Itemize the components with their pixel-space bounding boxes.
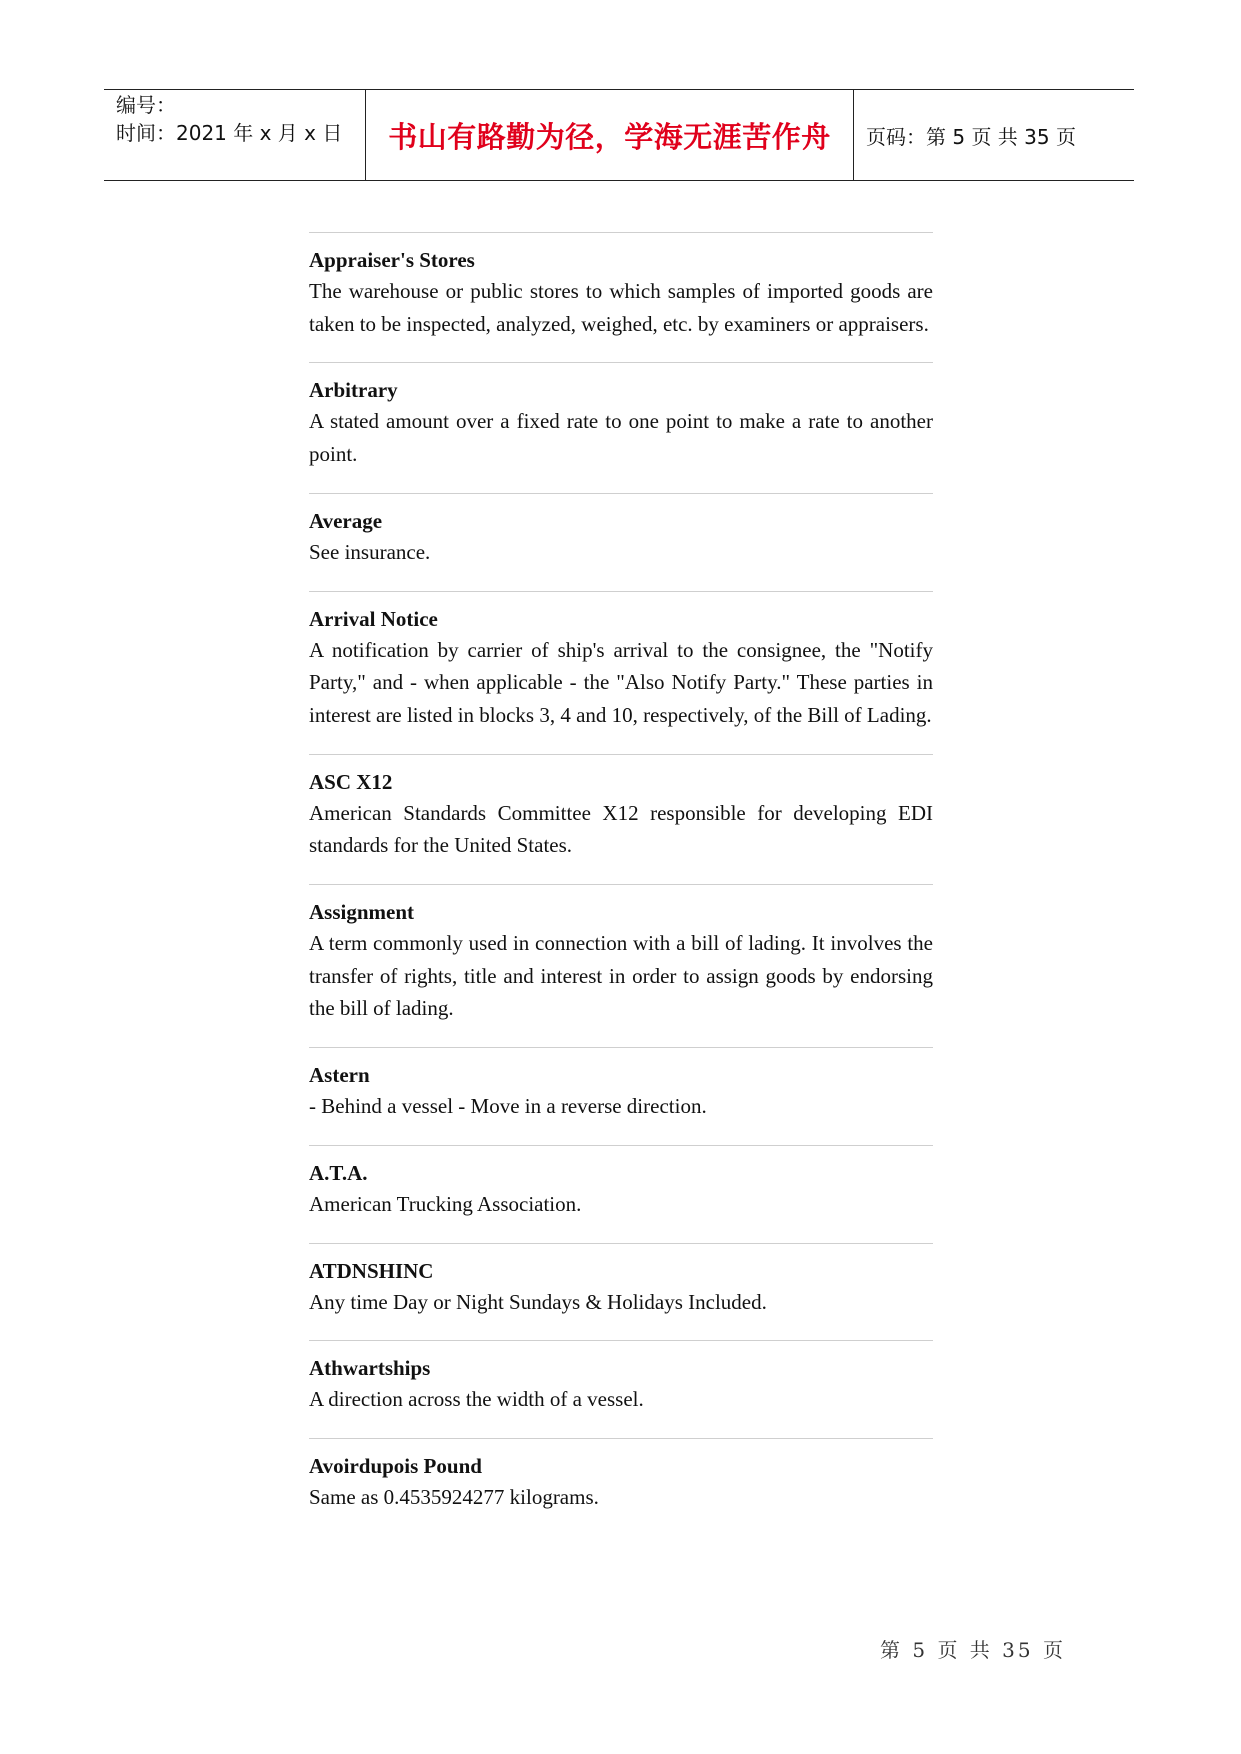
entry-definition: A term commonly used in connection with a bill of lading. It involves the transfer of rights, title and interest in order to assign goods by endorsing the bill of lading.	[309, 931, 933, 1021]
glossary-entry	[309, 754, 933, 884]
header-page-number: 页码：第 5 页 共 35 页	[866, 124, 1076, 149]
entry-definition: American Standards Committee X12 responsible for developing EDI standards for the United States.	[309, 800, 933, 858]
entry-definition: - Behind a vessel - Move in a reverse direction.	[309, 1094, 707, 1119]
glossary-entry	[309, 1438, 933, 1536]
entry-term: ATDNSHINC	[309, 1258, 434, 1283]
entry-definition: American Trucking Association.	[309, 1191, 582, 1216]
entry-term: Astern	[309, 1063, 370, 1088]
glossary-entry	[309, 591, 933, 754]
entry-term: Appraiser's Stores	[309, 248, 475, 272]
glossary-entry	[309, 1243, 933, 1341]
entry-definition: See insurance.	[309, 539, 431, 564]
entry-definition: Any time Day or Night Sundays & Holidays Included.	[309, 1289, 767, 1314]
entry-definition: Same as 0.4535924277 kilograms.	[309, 1484, 599, 1509]
entry-term: Average	[309, 508, 383, 533]
glossary-content	[309, 232, 933, 1536]
document-time-label: 时间：2021 年 x 月 x 日	[116, 121, 343, 145]
entry-term: Athwartships	[309, 1356, 431, 1381]
entry-term: A.T.A.	[309, 1160, 368, 1185]
glossary-entry	[309, 232, 933, 362]
entry-definition: A direction across the width of a vessel.	[309, 1387, 644, 1412]
glossary-entry	[309, 1340, 933, 1438]
glossary-entry	[309, 493, 933, 591]
entry-definition: A notification by carrier of ship's arrival to the consignee, the "Notify Party," and - when applicable - the "Also Notify Party." These parties in interest are listed in blocks 3, 4 and 10, respectively, of the Bill of Lading.	[309, 637, 933, 727]
header-meta	[104, 90, 366, 180]
glossary-entry	[309, 884, 933, 1047]
header-motto-cell	[366, 90, 854, 180]
header-page-cell	[854, 90, 1134, 180]
glossary-entry	[309, 1047, 933, 1145]
entry-term: Assignment	[309, 900, 415, 925]
glossary-entry	[309, 1145, 933, 1243]
glossary-entry	[309, 362, 933, 492]
entry-definition: The warehouse or public stores to which samples of imported goods are taken to be inspected, analyzed, weighed, etc. by examiners or appraisers.	[309, 279, 933, 336]
entry-term: ASC X12	[309, 769, 393, 794]
entry-definition: A stated amount over a fixed rate to one point to make a rate to another point.	[309, 409, 933, 467]
entry-term: Arbitrary	[309, 378, 398, 403]
document-number-label: 编号：	[116, 93, 176, 117]
entry-term: Arrival Notice	[309, 606, 438, 631]
entry-term: Avoirdupois Pound	[309, 1453, 482, 1478]
page-header	[104, 89, 1134, 181]
page-footer: 第 5 页 共 35 页	[880, 1638, 1066, 1662]
header-motto: 书山有路勤为径，学海无涯苦作舟	[388, 119, 831, 154]
